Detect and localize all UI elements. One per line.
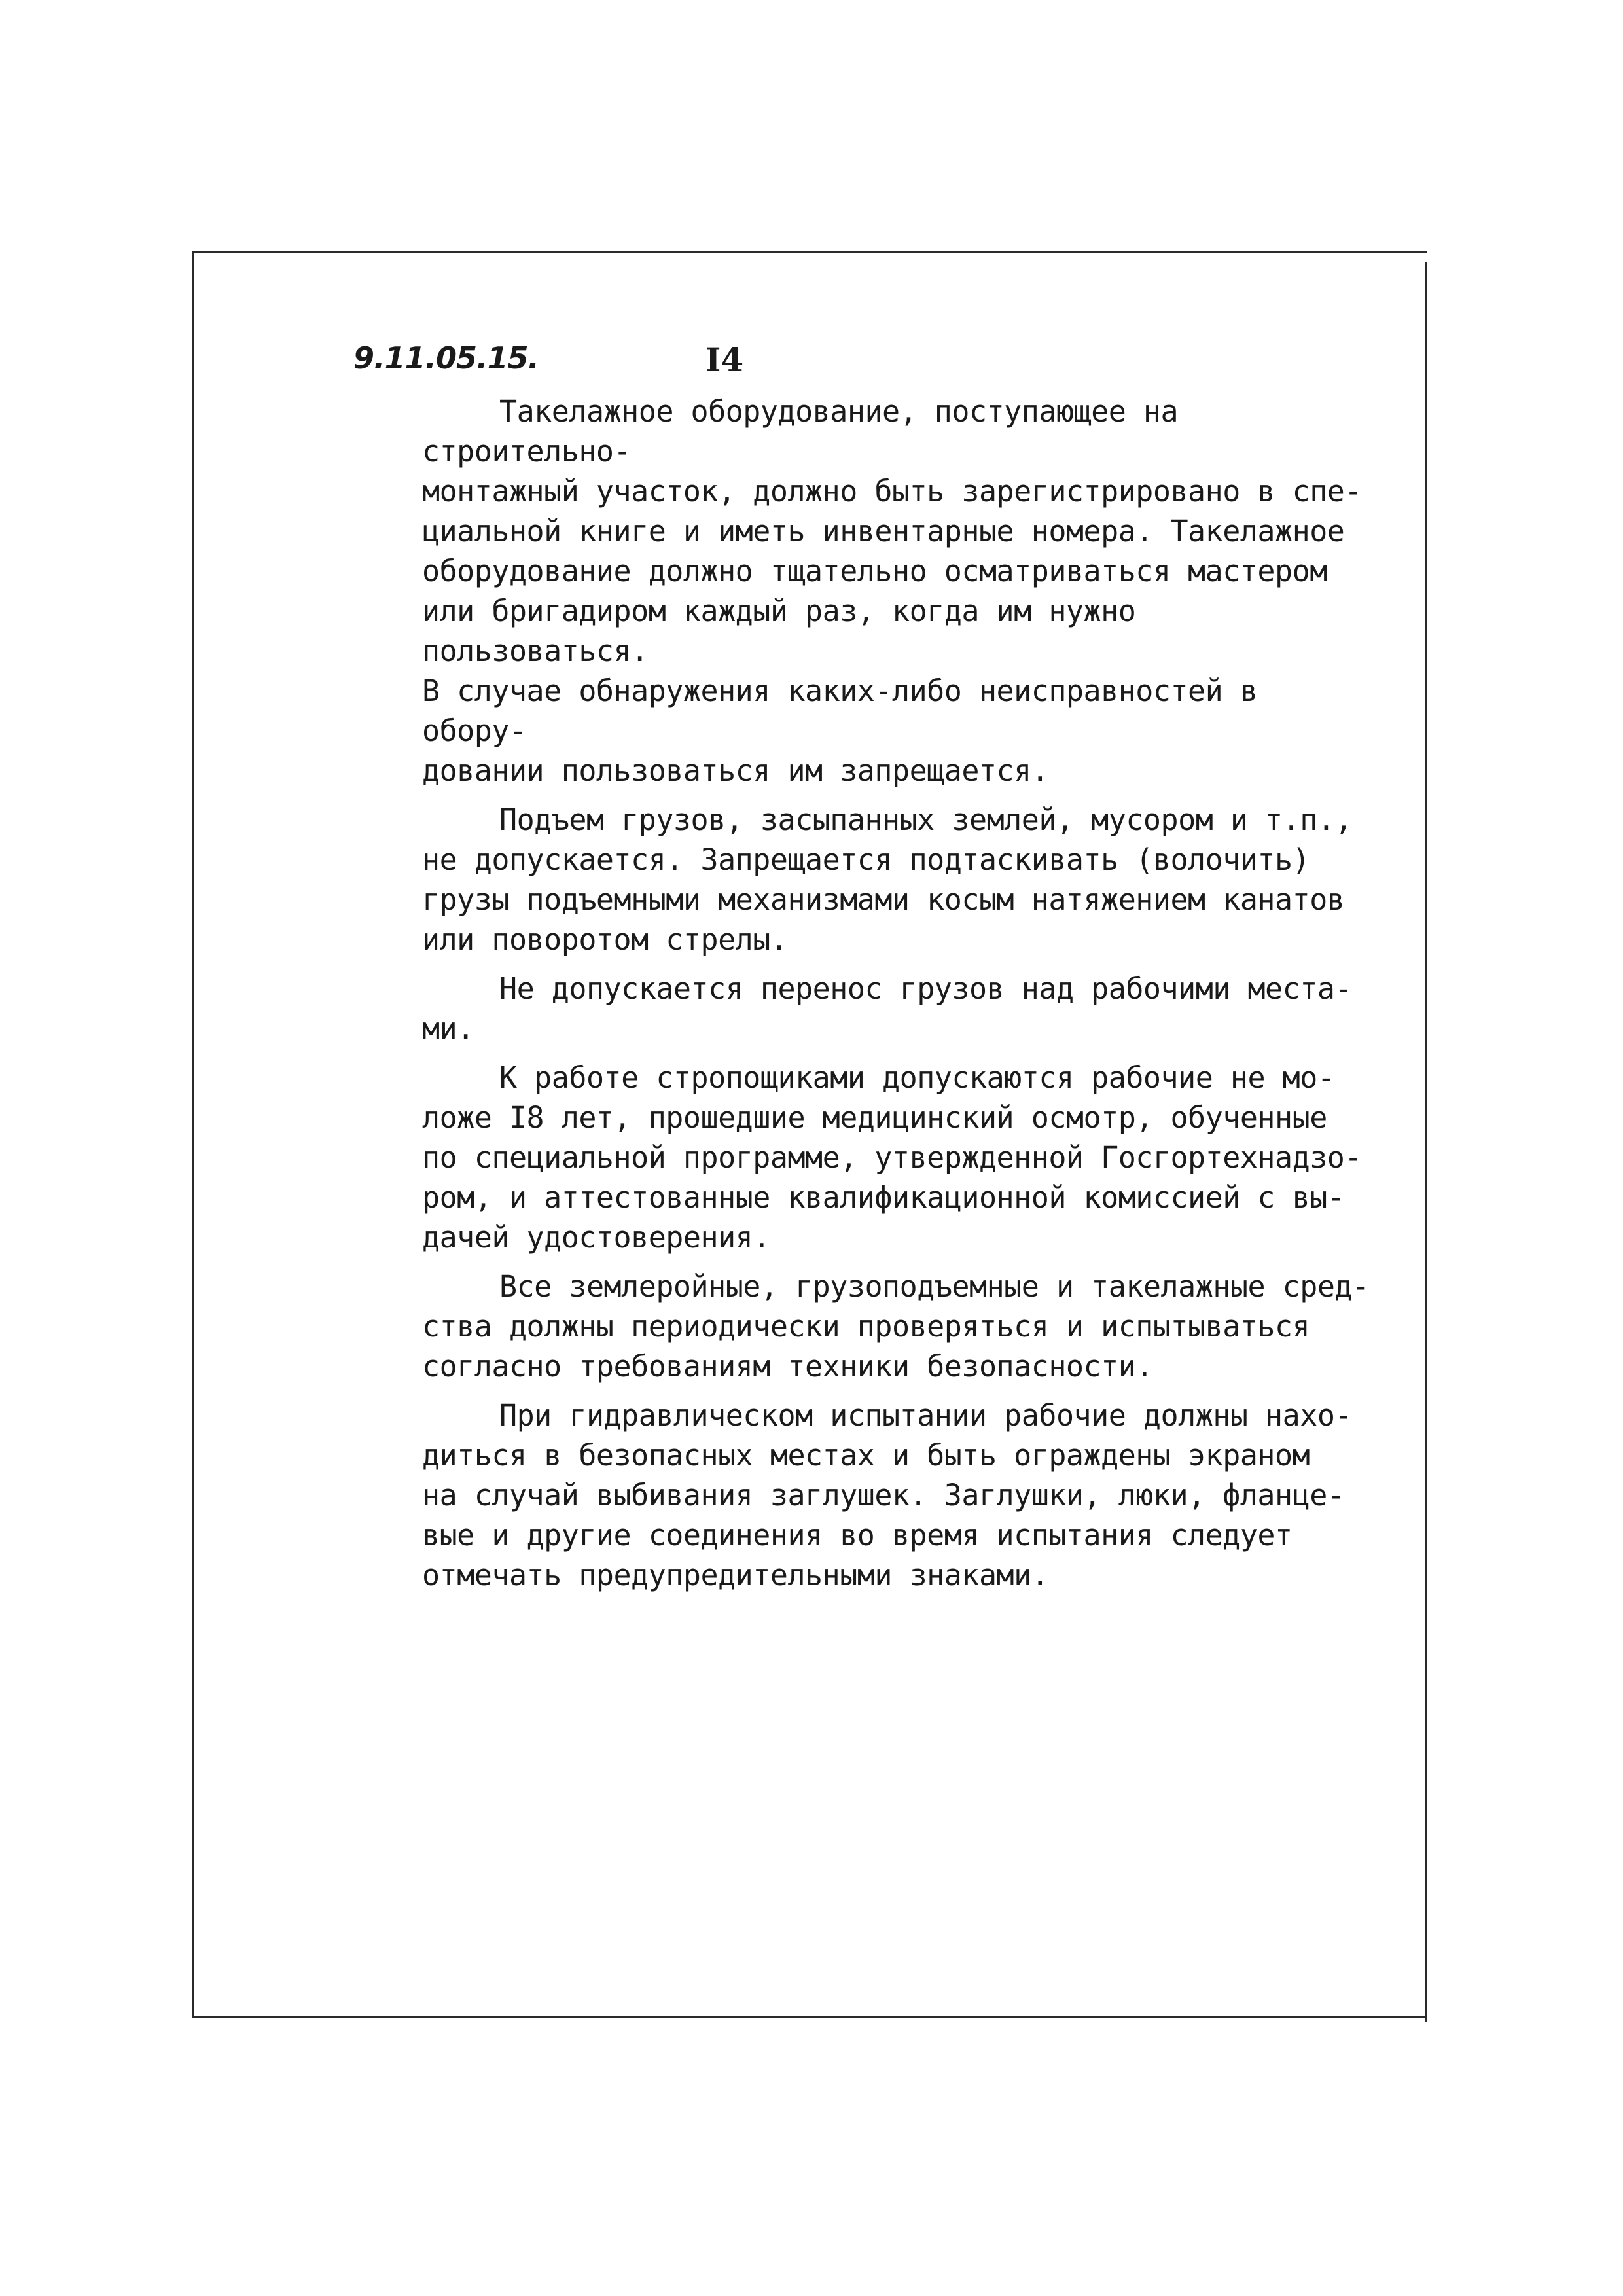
page-frame-right-border (1425, 262, 1427, 2022)
paragraph-transfer-over-workplaces: Не допускается перенос грузов над рабочими места- ми. (422, 971, 1353, 1046)
page-frame-bottom-border (192, 2016, 1427, 2018)
page-frame-top-border (192, 251, 1427, 253)
document-code: 9.11.05.15. (353, 340, 539, 376)
document-body (422, 391, 1378, 1604)
paragraph-periodic-testing: Все землеройные, грузоподъемные и такелажные сред- ства должны периодически проверяться и испытываться согласно требованиям техники безопасности. (422, 1269, 1370, 1384)
paragraph-hydraulic-testing: При гидравлическом испытании рабочие должны нахо- диться в безопасных местах и быть ограждены экраном на случай выбивания заглушек. Заглушки, люки, фланце- вые и другие соединения во время испытания следует отмечать предупредительными знаками. (422, 1398, 1353, 1592)
page-frame-left-border (192, 251, 194, 2018)
paragraph-rigging-equipment: Такелажное оборудование, поступающее на строительно- монтажный участок, должно быть зарегистрировано в спе- циальной книге и иметь инвентарные номера. Такелажное оборудование должно тщательно осматриваться мастером или бригадиром каждый раз, когда им нужно пользоваться. В случае обнаружения каких-либо неисправностей в обору- довании пользоваться им запрещается. (422, 394, 1362, 788)
paragraph-lifting-loads: Подъем грузов, засыпанных землей, мусором и т.п., не допускается. Запрещается подтаскивать (волочить) грузы подъемными механизмами косым натяжением канатов или поворотом стрелы. (422, 802, 1353, 957)
page-number: I4 (705, 340, 744, 379)
paragraph-slinger-admission: К работе стропощиками допускаются рабочие не мо- ложе I8 лет, прошедшие медицинский осмотр, обученные по специальной программе, утвержденной Госгортехнадзо- ром, и аттестованные квалификационной комиссией с вы- дачей удостоверения. (422, 1060, 1362, 1255)
